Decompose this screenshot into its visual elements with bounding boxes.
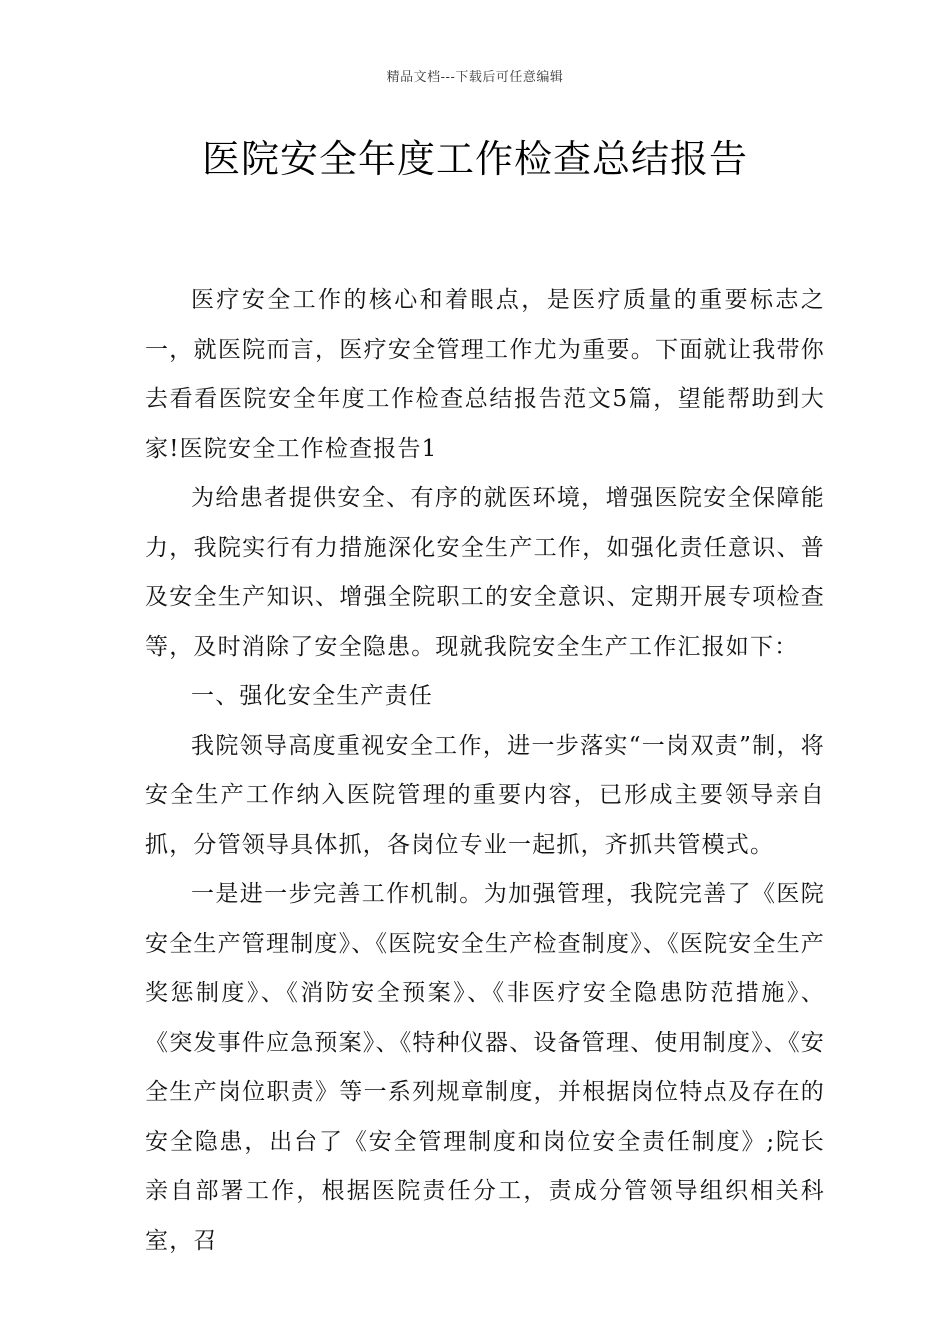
paragraph-responsibility: 我院领导高度重视安全工作，进一步落实“一岗双责”制，将安全生产工作纳入医院管理的重要内容，已形成主要领导亲自抓，分管领导具体抓，各岗位专业一起抓，齐抓共管模式。 <box>145 732 825 858</box>
document-body <box>145 276 825 1266</box>
header-note: 精品文档---下载后可任意编辑 <box>386 70 564 85</box>
document-title: 医院安全年度工作检查总结报告 <box>201 137 748 181</box>
paragraph-overview: 为给患者提供安全、有序的就医环境，增强医院安全保障能力，我院实行有力措施深化安全生产工作，如强化责任意识、普及安全生产知识、增强全院职工的安全意识、定期开展专项检查等，及时消除了安全隐患。现就我院安全生产工作汇报如下： <box>145 485 825 660</box>
paragraph-mechanism: 一是进一步完善工作机制。为加强管理，我院完善了《医院安全生产管理制度》、《医院安全生产检查制度》、《医院安全生产奖惩制度》、《消防安全预案》、《非医疗安全隐患防范措施》、《突发事件应急预案》、《特种仪器、设备管理、使用制度》、《安全生产岗位职责》等一系列规章制度，并根据岗位特点及存在的安全隐患，出台了《安全管理制度和岗位安全责任制度》;院长亲自部署工作，根据医院责任分工，责成分管领导组织相关科室，召 <box>145 881 825 1254</box>
section-heading-1: 一、强化安全生产责任 <box>191 683 433 709</box>
paragraph-intro: 医疗安全工作的核心和着眼点，是医疗质量的重要标志之一，就医院而言，医疗安全管理工作尤为重要。下面就让我带你去看看医院安全年度工作检查总结报告范文5篇，望能帮助到大家!医院安全工作检查报告1 <box>145 287 825 462</box>
